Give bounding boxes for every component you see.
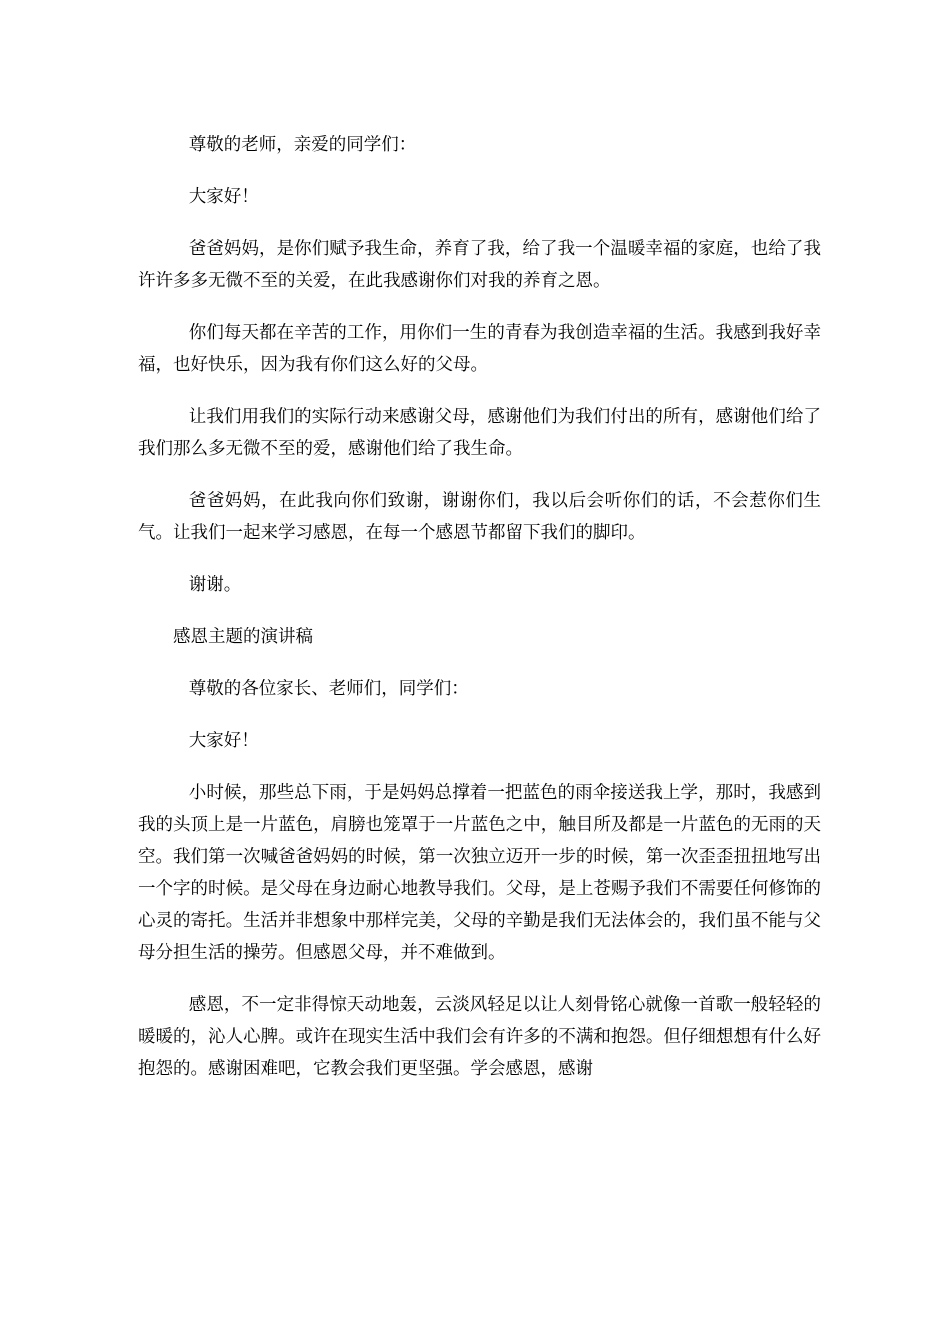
body-paragraph: 小时候，那些总下雨，于是妈妈总撑着一把蓝色的雨伞接送我上学，那时，我感到我的头顶上是一片蓝色，肩膀也笼罩于一片蓝色之中，触目所及都是一片蓝色的无雨的天空。我们第一次喊爸爸妈妈的时候，第一次独立迈开一步的时候，第一次歪歪扭扭地写出一个字的时候。是父母在身边耐心地教导我们。父母，是上苍赐予我们不需要任何修饰的心灵的寄托。生活并非想象中那样完美，父母的辛勤是我们无法体会的，我们虽不能与父母分担生活的操劳。但感恩父母，并不难做到。: [138, 783, 821, 963]
body-paragraph: 感恩，不一定非得惊天动地轰，云淡风轻足以让人刻骨铭心就像一首歌一般轻轻的暖暖的，沁人心脾。或许在现实生活中我们会有许多的不满和抱怨。但仔细想想有什么好抱怨的。感谢困难吧，它教会我们更坚强。学会感恩，感谢: [138, 995, 821, 1079]
body-paragraph: 你们每天都在辛苦的工作，用你们一生的青春为我创造幸福的生活。我感到我好幸福，也好快乐，因为我有你们这么好的父母。: [138, 323, 821, 375]
hello-line: 大家好！: [188, 187, 259, 207]
body-paragraph: 爸爸妈妈，在此我向你们致谢，谢谢你们，我以后会听你们的话，不会惹你们生气。让我们一起来学习感恩，在每一个感恩节都留下我们的脚印。: [138, 491, 821, 543]
body-paragraph: 爸爸妈妈，是你们赋予我生命，养育了我，给了我一个温暖幸福的家庭，也给了我许许多多无微不至的关爱，在此我感谢你们对我的养育之恩。: [138, 239, 821, 291]
section-title: 感恩主题的演讲稿: [173, 627, 313, 647]
closing-line: 谢谢。: [188, 575, 242, 595]
greeting-line: 尊敬的老师，亲爱的同学们：: [188, 135, 417, 155]
document-body: [138, 129, 821, 1105]
hello-line: 大家好！: [188, 731, 259, 751]
greeting-line: 尊敬的各位家长、老师们，同学们：: [188, 679, 469, 699]
body-paragraph: 让我们用我们的实际行动来感谢父母，感谢他们为我们付出的所有，感谢他们给了我们那么多无微不至的爱，感谢他们给了我生命。: [138, 407, 821, 459]
